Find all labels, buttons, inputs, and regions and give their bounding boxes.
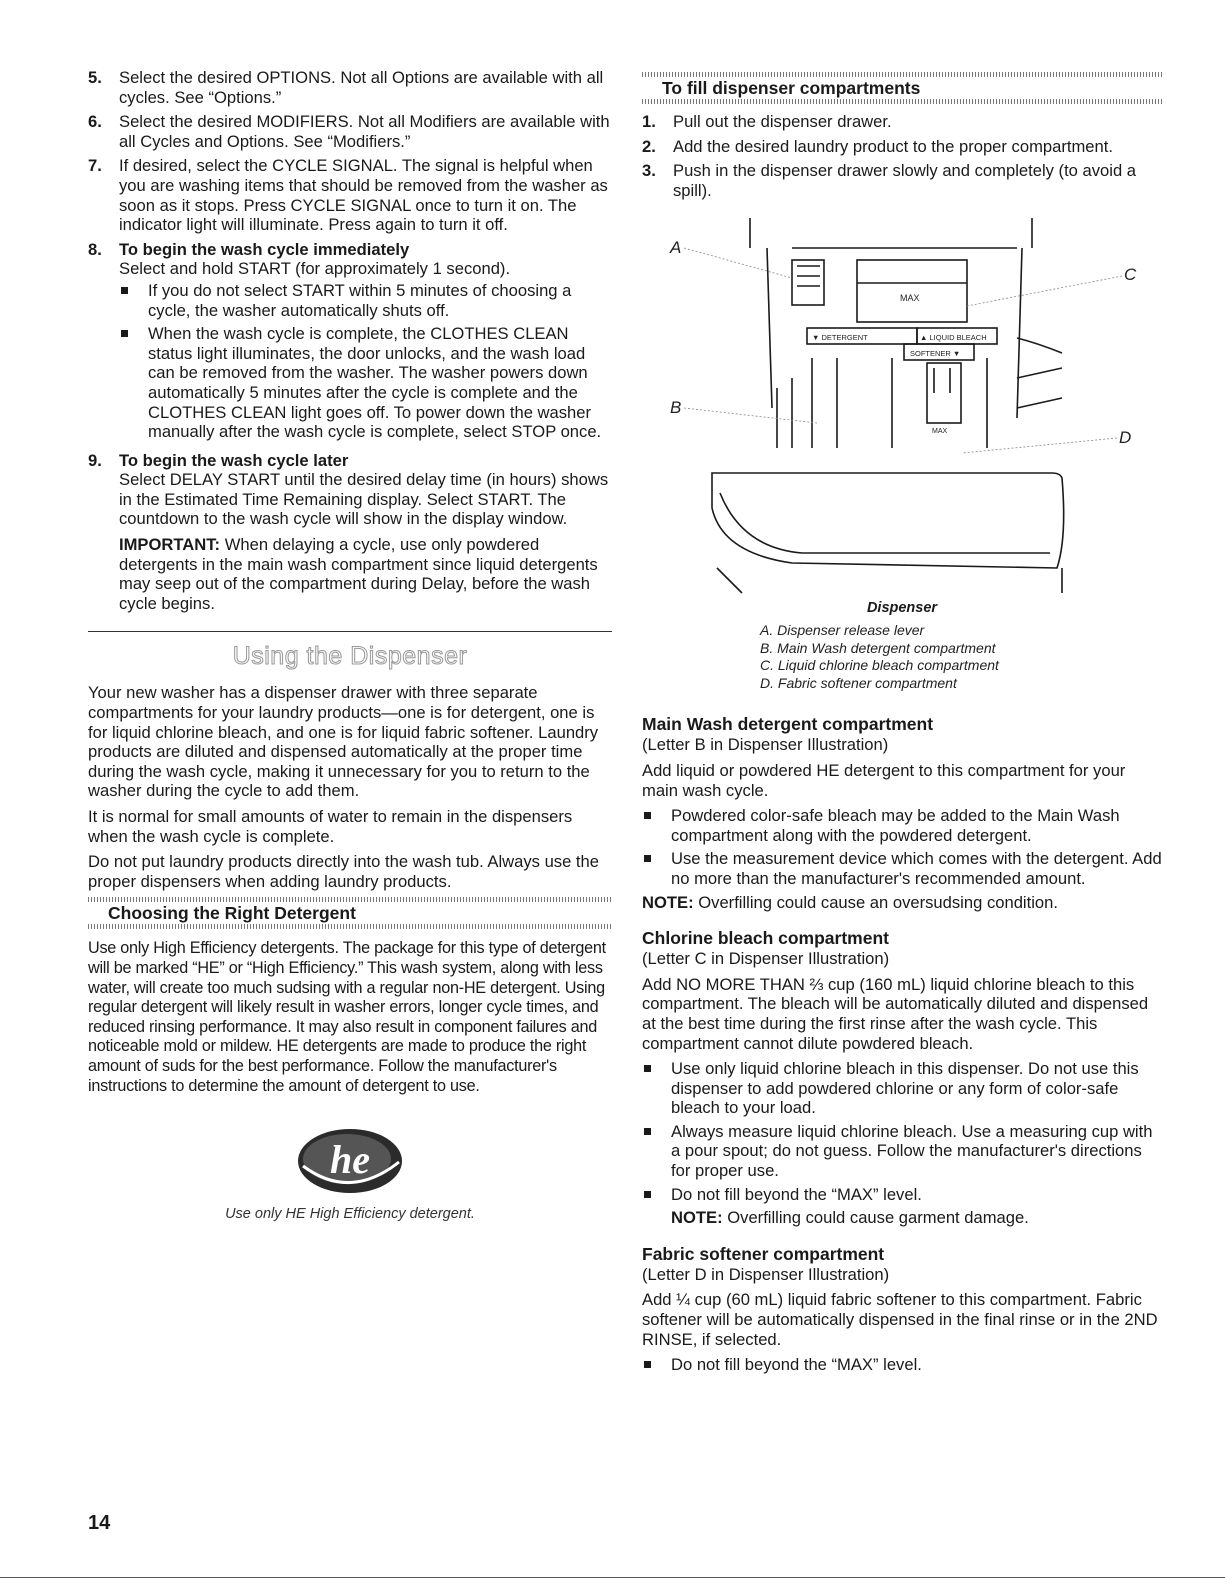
main-wash-heading: Main Wash detergent compartment (642, 714, 934, 735)
bullet-text: Do not fill beyond the “MAX” level. (671, 1184, 922, 1204)
softener-text: Add ¼ cup (60 mL) liquid fabric softener to this compartment. Fabric softener will be automatically dispensed in the final rinse or in the 2ND RINSE, if selected. (642, 1290, 1158, 1349)
note-label: NOTE: (671, 1208, 723, 1228)
step-text: Select the desired OPTIONS. Not all Options are available with all cycles. See “Options.” (119, 68, 604, 107)
legend-item: B. Main Wash detergent compartment (760, 639, 996, 656)
note-label: NOTE: (642, 892, 694, 912)
bullet-text: Use the measurement device which comes with the detergent. Add no more than the manufacturer's recommended amount. (671, 849, 1162, 888)
list-item (642, 161, 1164, 200)
step-number: 1. (642, 112, 656, 131)
step-heading: To begin the wash cycle later (119, 450, 349, 470)
legend-item: D. Fabric softener compartment (760, 674, 957, 691)
detergent-paragraph: Use only High Efficiency detergents. The package for this type of detergent will be marked “HE” or “High Efficiency.” This wash system, along with less water, will create too much sudsing with a regular non-HE detergent. Using regular detergent will likely result in washer errors, longer cycle times, and reduced rinsing performance. It may also result in component failures and noticeable mold or mildew. HE detergents are made to produce the right amount of suds for the best performance. Follow the manufacturer's instructions to determine the amount of detergent to use. (88, 939, 606, 1095)
step-text: Select DELAY START until the desired delay time (in hours) shows in the Estimated Time Remaining display. Select START. The countdown to the wash cycle will show in the display window. (119, 470, 609, 529)
bullet-item (642, 1059, 1164, 1118)
note-text: Overfilling could cause an oversudsing condition. (693, 892, 1058, 912)
main-wash-section (642, 714, 1164, 912)
step-number: 8. (88, 239, 102, 259)
list-item (642, 137, 1164, 157)
bullet-icon (119, 324, 148, 442)
legend-item: C. Liquid chlorine bleach compartment (760, 657, 999, 674)
section-divider (88, 631, 612, 632)
step-number: 3. (642, 161, 656, 181)
bullet-item (642, 849, 1164, 888)
bullet-item (642, 1122, 1164, 1181)
intro-paragraph: Your new washer has a dispenser drawer with three separate compartments for your laundry products—one is for detergent, one is for liquid chlorine bleach, and one is for liquid fabric softener. Laundry products are diluted and dispensed automatically at the proper time during the wash cycle, making it unnecessary for you to return to the washer during the cycle to add them. (88, 683, 599, 801)
legend-item: A. Dispenser release lever (760, 622, 925, 639)
chlorine-heading: Chlorine bleach compartment (642, 928, 889, 949)
main-wash-subheading: (Letter B in Dispenser Illustration) (642, 735, 889, 755)
he-logo-icon (295, 1126, 405, 1196)
list-item (88, 240, 612, 446)
bullet-item (642, 1355, 1164, 1375)
step-number: 9. (88, 450, 102, 470)
dotted-rule (642, 99, 1164, 104)
step-text: Add the desired laundry product to the proper compartment. (673, 136, 1113, 156)
bullet-icon (119, 281, 148, 320)
step-number: 2. (642, 136, 656, 156)
section-title: Using the Dispenser (232, 642, 468, 671)
page-bottom-rule (0, 1577, 1225, 1578)
bullet-item (119, 281, 612, 320)
main-wash-note (642, 893, 1164, 913)
softener-subheading: (Letter D in Dispenser Illustration) (642, 1264, 890, 1284)
detergent-label: ▼ DETERGENT (812, 333, 868, 343)
bullet-item (642, 1185, 1164, 1205)
step-number: 6. (88, 112, 102, 132)
bullet-text: Do not fill beyond the “MAX” level. (671, 1355, 922, 1375)
bullet-item (119, 324, 612, 442)
intro-paragraph: It is normal for small amounts of water to remain in the dispensers when the wash cycle is complete. (88, 807, 573, 846)
bullet-icon (642, 849, 671, 888)
bullet-item (642, 806, 1164, 845)
step-text: Push in the dispenser drawer slowly and completely (to avoid a spill). (673, 161, 1137, 200)
steps-list (88, 68, 612, 619)
detergent-heading: Choosing the Right Detergent (108, 903, 356, 924)
list-item (642, 112, 1164, 132)
bullet-text: Use only liquid chlorine bleach in this dispenser. Do not use this dispenser to add powdered chlorine or any form of color-safe bleach to your load. (671, 1059, 1139, 1118)
important-note (119, 535, 612, 613)
chlorine-note (671, 1208, 1164, 1228)
softener-label: SOFTENER ▼ (910, 349, 961, 359)
bullet-icon (642, 1185, 671, 1205)
important-label: IMPORTANT: (119, 535, 221, 555)
figure-title: Dispenser (866, 600, 938, 617)
list-item (88, 451, 612, 620)
step-text: If desired, select the CYCLE SIGNAL. The signal is helpful when you are washing items that should be removed from the washer as soon as it stops. Press CYCLE SIGNAL once to turn it on. The indicator light will illuminate. Press again to turn it off. (119, 156, 608, 235)
chlorine-section (642, 928, 1164, 1228)
list-item (88, 112, 612, 151)
list-item (88, 68, 612, 107)
softener-heading: Fabric softener compartment (642, 1243, 885, 1264)
max-label: MAX (900, 293, 920, 304)
right-column (642, 68, 1164, 1379)
step-text: Select and hold START (for approximately 1 second). (119, 259, 511, 279)
dotted-rule (88, 924, 612, 929)
step-number: 5. (88, 68, 102, 87)
bullet-text: Powdered color-safe bleach may be added to the Main Wash compartment along with the powdered detergent. (671, 806, 1120, 845)
label-b: B (670, 398, 682, 418)
figure-legend (760, 622, 1164, 692)
label-a: A (670, 238, 682, 258)
he-logo-text: he (330, 1137, 370, 1183)
dispenser-diagram (642, 208, 1162, 598)
detergent-heading-band (88, 897, 612, 929)
fill-heading: To fill dispenser compartments (662, 78, 921, 98)
bullet-text: If you do not select START within 5 minutes of choosing a cycle, the washer automatically shuts off. (148, 280, 572, 320)
step-text: Pull out the dispenser drawer. (673, 112, 892, 131)
bullet-text: When the wash cycle is complete, the CLOTHES CLEAN status light illuminates, the door unlocks, and the wash load can be removed from the washer. The washer powers down automatically 5 minutes after the cycle is complete and the CLOTHES CLEAN light goes off. To power down the washer manually after the wash cycle is complete, select STOP once. (148, 324, 602, 442)
step-heading: To begin the wash cycle immediately (119, 239, 410, 259)
softener-section (642, 1244, 1164, 1375)
bullet-icon (642, 1059, 671, 1118)
label-d: D (1119, 428, 1132, 448)
main-wash-text: Add liquid or powdered HE detergent to this compartment for your main wash cycle. (642, 760, 1126, 800)
bullet-icon (642, 1355, 671, 1375)
important-text: When delaying a cycle, use only powdered detergents in the main wash compartment since liquid detergents may seep out of the compartment during Delay, before the wash cycle begins. (119, 535, 598, 613)
liquid-bleach-label: ▲ LIQUID BLEACH (920, 333, 987, 343)
intro-paragraph: Do not put laundry products directly into the wash tub. Always use the proper dispensers when adding laundry products. (88, 852, 600, 891)
left-column (88, 68, 612, 1222)
max-label: MAX (932, 428, 948, 436)
logo-caption: Use only HE High Efficiency detergent. (225, 1206, 475, 1223)
list-item (88, 156, 612, 234)
bullet-icon (642, 806, 671, 845)
bullet-icon (642, 1122, 671, 1181)
fill-heading-band (642, 72, 1164, 104)
step-text: Select the desired MODIFIERS. Not all Modifiers are available with all Cycles and Options. See “Modifiers.” (119, 112, 610, 151)
step-number: 7. (88, 156, 102, 176)
chlorine-subheading: (Letter C in Dispenser Illustration) (642, 949, 890, 969)
label-c: C (1124, 265, 1137, 285)
chlorine-text: Add NO MORE THAN ⅔ cup (160 mL) liquid chlorine bleach to this compartment. The bleach will be automatically diluted and dispensed at the best time during the first rinse after the wash cycle. This compartment cannot dilute powdered bleach. (642, 974, 1149, 1053)
bullet-text: Always measure liquid chlorine bleach. Use a measuring cup with a pour spout; do not guess. Follow the manufacturer's directions for proper use. (671, 1121, 1153, 1181)
page-number: 14 (88, 1512, 111, 1534)
note-text: Overfilling could cause garment damage. (722, 1208, 1029, 1228)
